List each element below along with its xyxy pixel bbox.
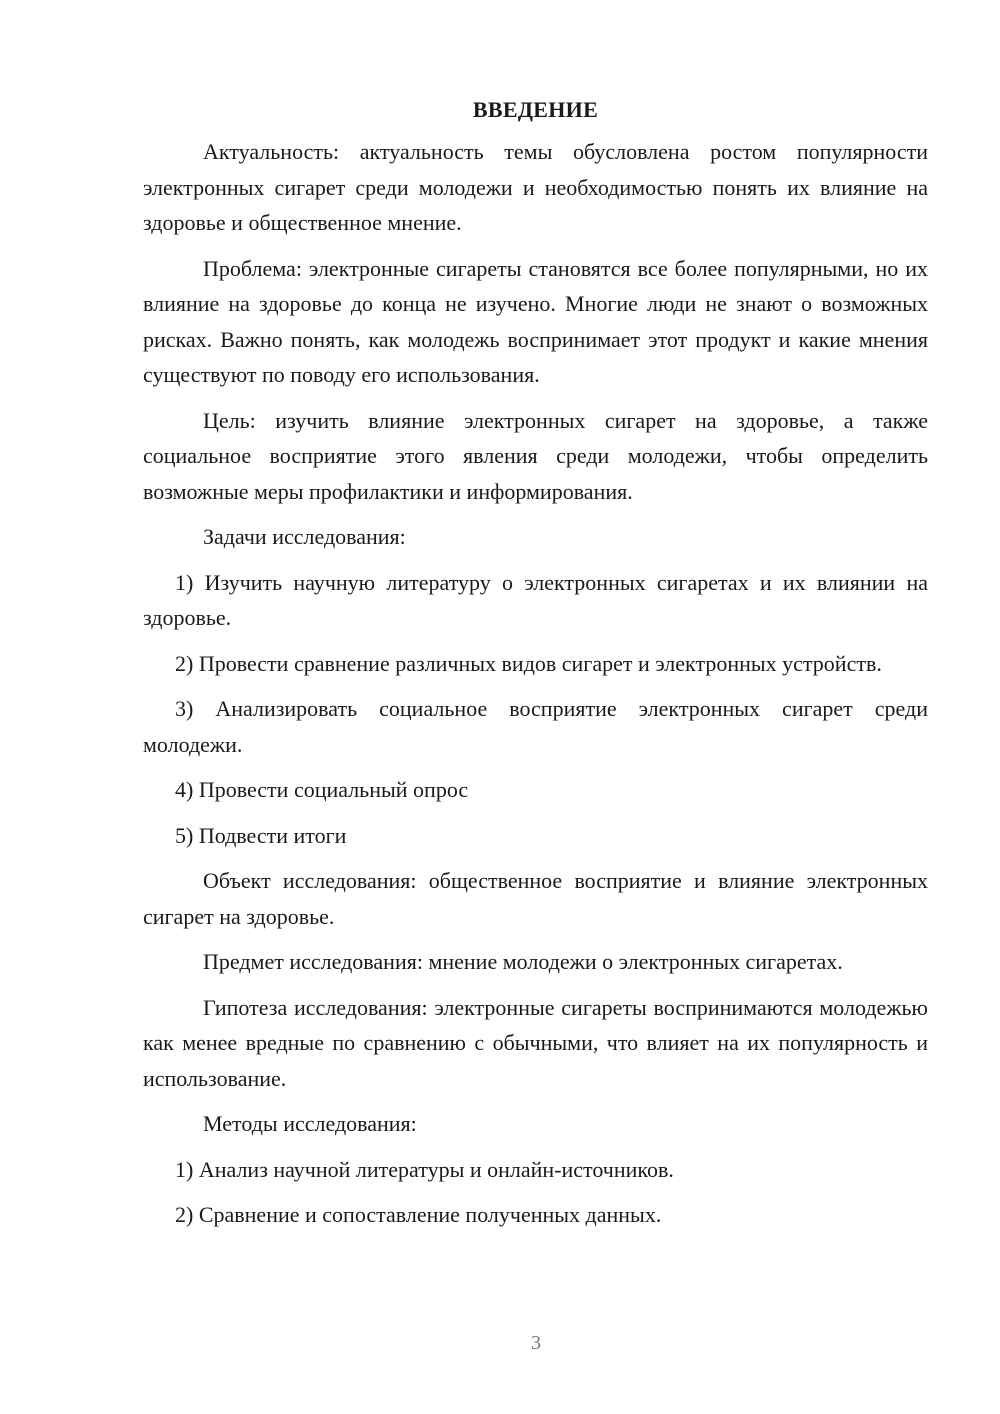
paragraph-problem: Проблема: электронные сигареты становятся все более популярными, но их влияние на здоровье до конца не изучено. Многие люди не знают о возможных рисках. Важно понять, как молодежь воспринимает этот продукт и какие мнения существуют по поводу его использования. [143,255,928,387]
paragraph-object: Объект исследования: общественное восприятие и влияние электронных сигарет на здоровье. [143,868,928,929]
task-item-1: 1) Изучить научную литературу о электронных сигаретах и их влиянии на здоровье. [143,569,928,630]
paragraph-subject: Предмет исследования: мнение молодежи о электронных сигаретах. [203,949,843,974]
page-number: 3 [531,1332,541,1354]
paragraph-hypothesis: Гипотеза исследования: электронные сигареты воспринимаются молодежью как менее вредные по сравнению с обычными, что влияет на их популярность и использование. [143,994,928,1091]
method-item-1: 1) Анализ научной литературы и онлайн-источников. [175,1156,674,1182]
task-item-2: 2) Провести сравнение различных видов сигарет и электронных устройств. [175,650,882,676]
methods-title: Методы исследования: [203,1111,417,1136]
paragraph-relevance: Актуальность: актуальность темы обусловлена ростом популярности электронных сигарет среди молодежи и необходимостью понять их влияние на здоровье и общественное мнение. [143,139,928,235]
method-item-2: 2) Сравнение и сопоставление полученных данных. [175,1202,662,1227]
task-item-5: 5) Подвести итоги [175,822,347,848]
section-heading: ВВЕДЕНИЕ [472,97,599,122]
paragraph-goal: Цель: изучить влияние электронных сигарет на здоровье, а также социальное восприятие этого явления среди молодежи, чтобы определить возможные меры профилактики и информирования. [143,407,928,504]
tasks-title: Задачи исследования: [203,524,406,549]
task-item-4: 4) Провести социальный опрос [175,777,469,802]
task-item-3: 3) Анализировать социальное восприятие электронных сигарет среди молодежи. [143,696,928,757]
document-page [143,92,928,1243]
